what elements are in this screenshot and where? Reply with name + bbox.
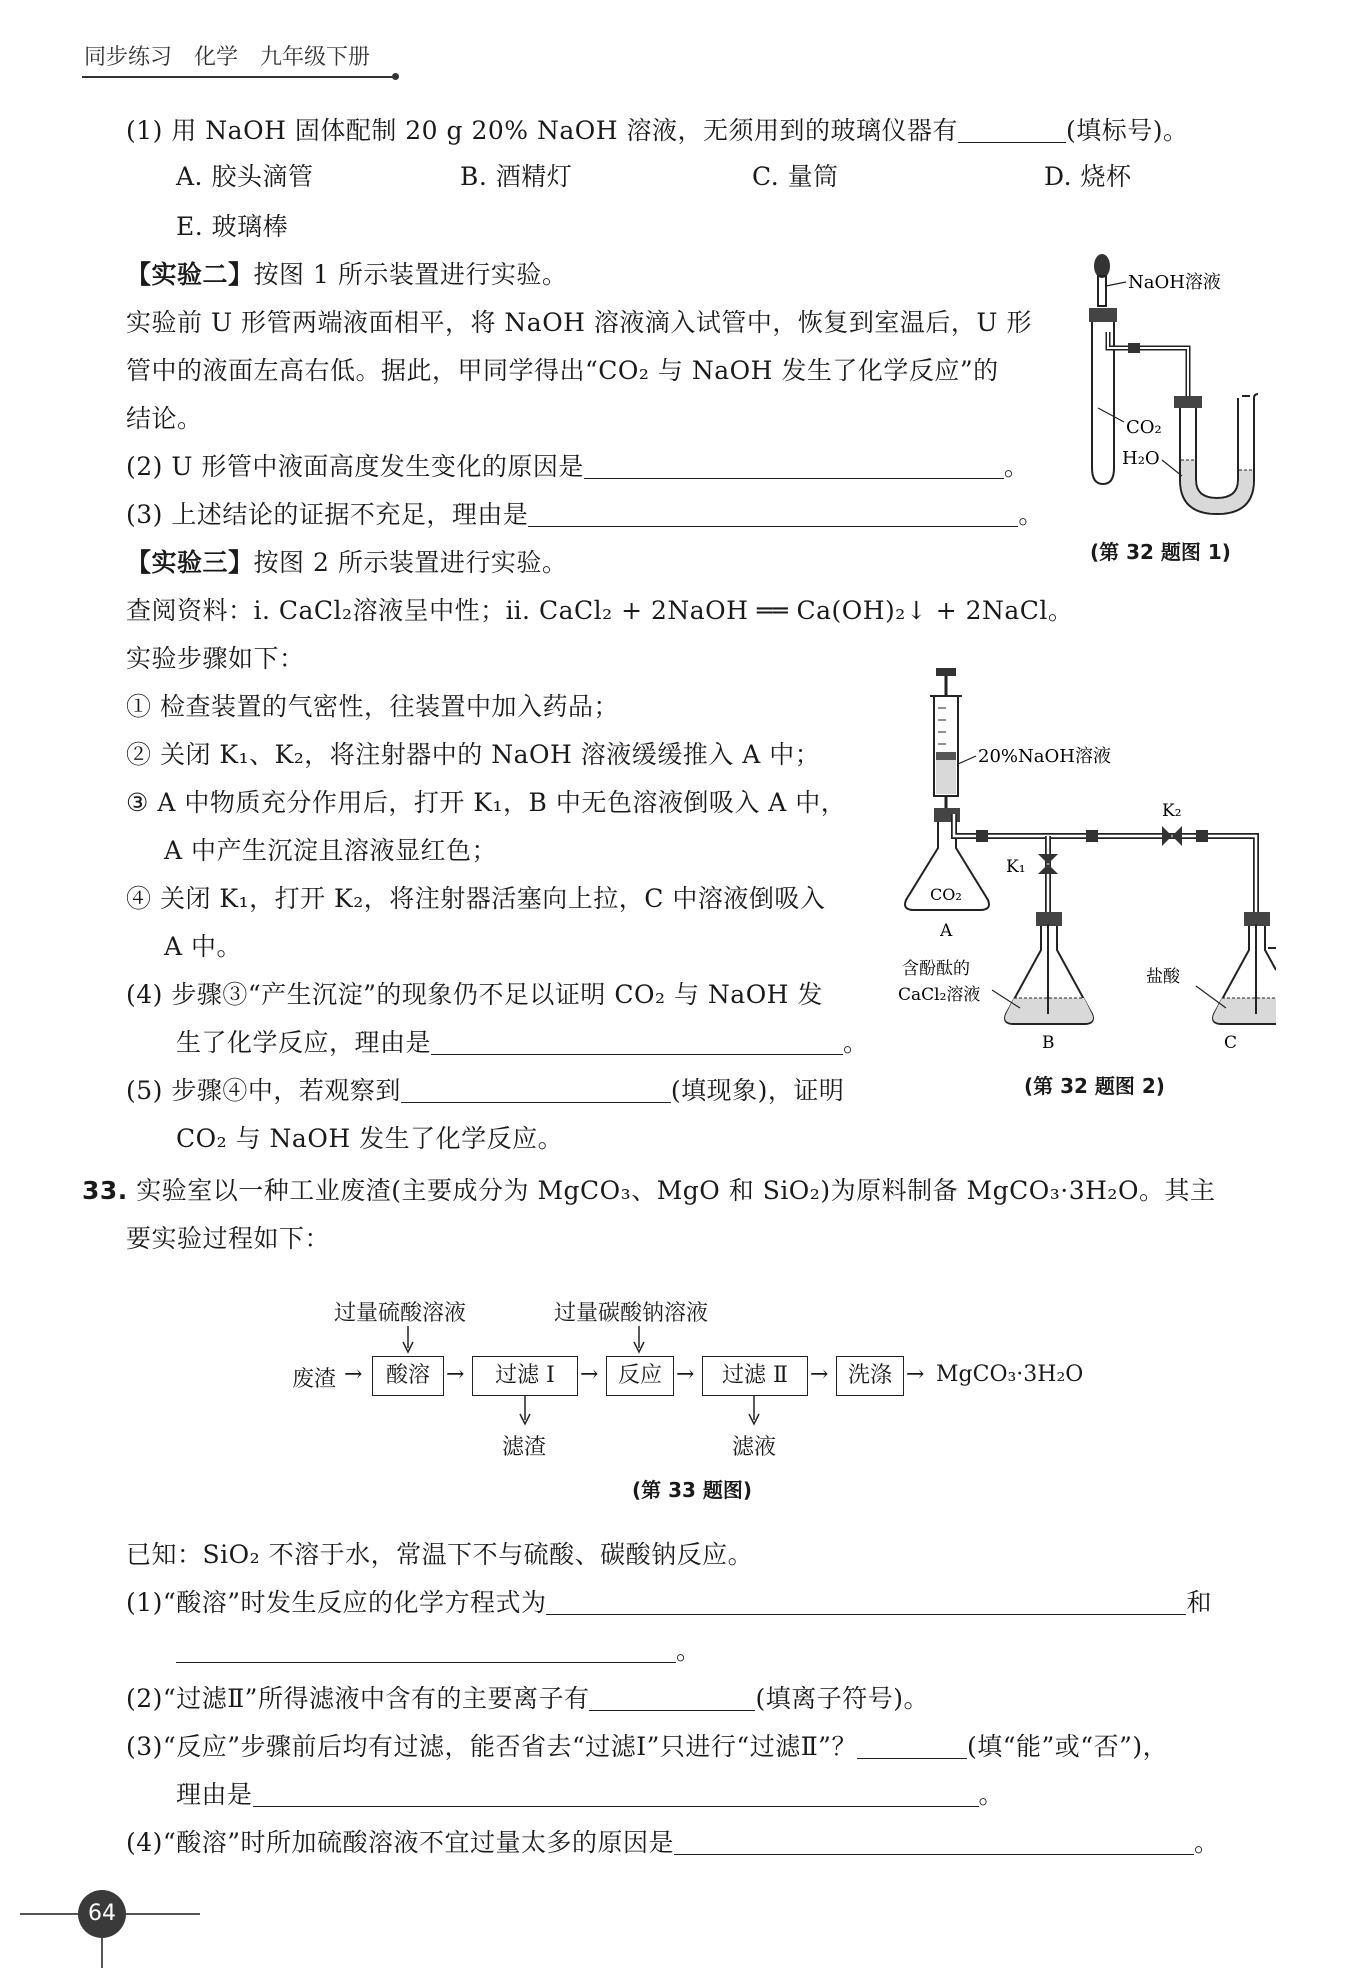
q32-sub2: (2) U 形管中液面高度发生变化的原因是 。 bbox=[126, 452, 1030, 481]
answer-blank[interactable] bbox=[958, 116, 1066, 143]
answer-blank[interactable] bbox=[674, 1828, 1194, 1855]
q33-sub4: (4)“酸溶”时所加硫酸溶液不宜过量太多的原因是 。 bbox=[126, 1828, 1220, 1857]
answer-blank[interactable] bbox=[253, 1780, 979, 1807]
fig2-b-solution-2: CaCl₂溶液 bbox=[898, 985, 981, 1005]
flow-box-acid-dissolve: 酸溶 bbox=[372, 1356, 444, 1396]
fig2-co2-label: CO₂ bbox=[930, 885, 962, 904]
q32-sub4b: 生了化学反应，理由是 。 bbox=[176, 1028, 869, 1057]
step-3a: ③ A 中物质充分作用后，打开 K₁，B 中无色溶液倒吸入 A 中， bbox=[126, 788, 847, 817]
flow-arrow: → bbox=[344, 1362, 363, 1387]
q32-sub5b: CO₂ 与 NaOH 发生了化学反应。 bbox=[176, 1124, 564, 1153]
flow-product: MgCO₃·3H₂O bbox=[936, 1362, 1084, 1387]
fig2-label-a: A bbox=[940, 921, 953, 941]
flow-box-wash: 洗涤 bbox=[836, 1356, 904, 1396]
option-e: E. 玻璃棒 bbox=[176, 212, 289, 241]
answer-blank[interactable] bbox=[546, 1588, 1186, 1615]
q33-known: 已知：SiO₂ 不溶于水，常温下不与硫酸、碳酸钠反应。 bbox=[126, 1540, 754, 1569]
page-header: 同步练习 化学 九年级下册 bbox=[84, 45, 371, 70]
figure-32-1-caption: (第 32 题图 1) bbox=[1090, 540, 1231, 564]
step-4b: A 中。 bbox=[164, 932, 243, 961]
q33-sub1: (1)“酸溶”时发生反应的化学方程式为 和 bbox=[126, 1588, 1212, 1617]
fig2-label-c: C bbox=[1224, 1033, 1238, 1053]
q33-sub3b: 理由是 。 bbox=[176, 1780, 1005, 1809]
option-c: C. 量筒 bbox=[752, 162, 839, 191]
q32-sub1: (1) 用 NaOH 固体配制 20 g 20% NaOH 溶液，无须用到的玻璃仪器有 (填标号)。 bbox=[126, 116, 1189, 145]
exp2-para-2: 管中的液面左高右低。据此，甲同学得出“CO₂ 与 NaOH 发生了化学反应”的 bbox=[126, 356, 999, 385]
q33-sub2: (2)“过滤Ⅱ”所得滤液中含有的主要离子有 (填离子符号)。 bbox=[126, 1684, 929, 1713]
fig1-naoh-label: NaOH溶液 bbox=[1128, 272, 1221, 293]
answer-blank[interactable] bbox=[431, 1028, 843, 1055]
flow-output-filtrate: 滤液 bbox=[732, 1435, 777, 1460]
fig1-co2-label: CO₂ bbox=[1126, 417, 1162, 438]
flow-arrow: → bbox=[676, 1362, 695, 1387]
flow-reagent-2: 过量碳酸钠溶液 bbox=[554, 1301, 709, 1326]
fig2-k2-label: K₂ bbox=[1162, 801, 1182, 821]
answer-blank[interactable] bbox=[857, 1732, 967, 1759]
flow-box-filter-1: 过滤 Ⅰ bbox=[472, 1356, 578, 1396]
flow-arrow: → bbox=[446, 1362, 465, 1387]
figure-33-caption: (第 33 题图) bbox=[632, 1478, 753, 1502]
q33-sub1-cont: 。 bbox=[176, 1634, 702, 1668]
figure-32-2 bbox=[896, 668, 1276, 1058]
exp3-heading: 【实验三】按图 2 所示装置进行实验。 bbox=[126, 548, 568, 577]
flow-arrow: → bbox=[906, 1362, 925, 1387]
q33-sub3a: (3)“反应”步骤前后均有过滤，能否省去“过滤Ⅰ”只进行“过滤Ⅱ”？ (填“能”或“否”)， bbox=[126, 1732, 1169, 1761]
reference-info: 查阅资料：ⅰ. CaCl₂溶液呈中性；ⅱ. CaCl₂ + 2NaOH ══ Ca(OH)₂↓ + 2NaCl。 bbox=[126, 596, 1074, 625]
option-d: D. 烧杯 bbox=[1044, 162, 1132, 191]
flow-box-react: 反应 bbox=[606, 1356, 674, 1396]
q33-para-2: 要实验过程如下： bbox=[126, 1224, 331, 1253]
figure-32-2-caption: (第 32 题图 2) bbox=[1024, 1074, 1165, 1098]
fig1-h2o-label: H₂O bbox=[1122, 448, 1160, 469]
option-a: A. 胶头滴管 bbox=[176, 162, 314, 191]
flow-arrow: → bbox=[580, 1362, 599, 1387]
steps-intro: 实验步骤如下： bbox=[126, 644, 305, 673]
step-3b: A 中产生沉淀且溶液显红色； bbox=[164, 836, 498, 865]
flow-arrow: → bbox=[810, 1362, 829, 1387]
q33-para-1: 33. 实验室以一种工业废渣(主要成分为 MgCO₃、MgO 和 SiO₂)为原料制备 MgCO₃·3H₂O。其主 bbox=[82, 1176, 1216, 1205]
option-b: B. 酒精灯 bbox=[460, 162, 573, 191]
flow-output-residue: 滤渣 bbox=[502, 1435, 547, 1460]
q32-sub4a: (4) 步骤③“产生沉淀”的现象仍不足以证明 CO₂ 与 NaOH 发 bbox=[126, 980, 823, 1009]
flow-start: 废渣 bbox=[292, 1367, 337, 1392]
step-4a: ④ 关闭 K₁，打开 K₂，将注射器活塞向上拉，C 中溶液倒吸入 bbox=[126, 884, 826, 913]
q32-sub3: (3) 上述结论的证据不充足，理由是 。 bbox=[126, 500, 1044, 529]
flow-reagent-1: 过量硫酸溶液 bbox=[334, 1301, 467, 1326]
step-1: ① 检查装置的气密性，往装置中加入药品； bbox=[126, 692, 619, 721]
fig2-c-solution: 盐酸 bbox=[1146, 967, 1180, 987]
step-2: ② 关闭 K₁、K₂，将注射器中的 NaOH 溶液缓缓推入 A 中； bbox=[126, 740, 821, 769]
answer-blank[interactable] bbox=[176, 1636, 676, 1663]
figure-32-1 bbox=[1070, 248, 1280, 548]
header-rule bbox=[82, 76, 394, 78]
exp2-para-1: 实验前 U 形管两端液面相平，将 NaOH 溶液滴入试管中，恢复到室温后，U 形 bbox=[126, 308, 1032, 337]
answer-blank[interactable] bbox=[528, 500, 1018, 527]
q32-sub5a: (5) 步骤④中，若观察到 (填现象)，证明 bbox=[126, 1076, 845, 1105]
answer-blank[interactable] bbox=[584, 452, 1004, 479]
answer-blank[interactable] bbox=[401, 1076, 671, 1103]
exp2-heading: 【实验二】按图 1 所示装置进行实验。 bbox=[126, 260, 568, 289]
fig2-naoh-label: 20%NaOH溶液 bbox=[978, 746, 1111, 767]
header-rule-dot bbox=[392, 73, 399, 80]
flow-box-filter-2: 过滤 Ⅱ bbox=[702, 1356, 808, 1396]
exp2-para-3: 结论。 bbox=[126, 404, 203, 433]
page-number: 64 bbox=[78, 1890, 126, 1938]
footer-tick bbox=[101, 1938, 103, 1968]
fig2-b-solution-1: 含酚酞的 bbox=[902, 959, 970, 979]
fig2-label-b: B bbox=[1042, 1033, 1055, 1053]
answer-blank[interactable] bbox=[589, 1684, 755, 1711]
fig2-k1-label: K₁ bbox=[1006, 857, 1026, 877]
